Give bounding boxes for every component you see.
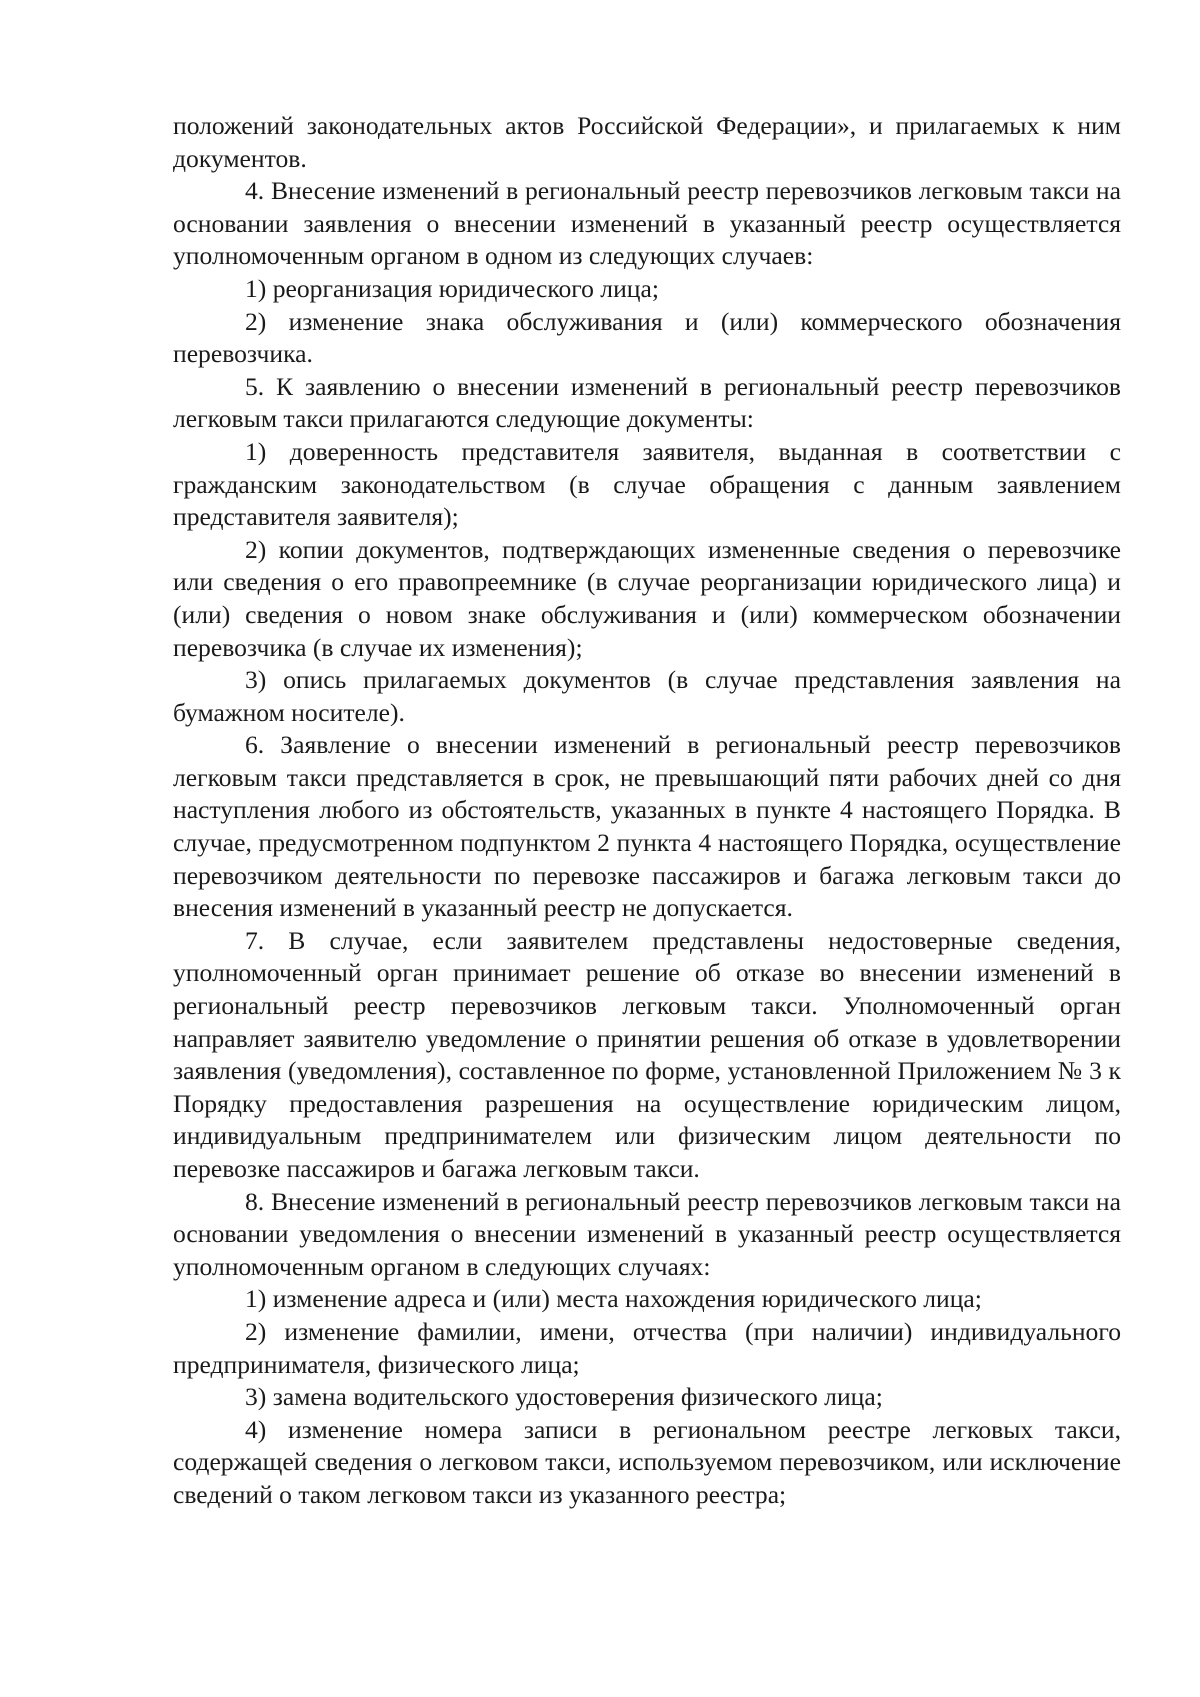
document-body bbox=[173, 110, 1121, 1512]
paragraph-item-7: 7. В случае, если заявителем представлены недостоверные сведения, уполномоченный орган принимает решение об отказе во внесении изменений в региональный реестр перевозчиков легковым такси. Уполномоченный орган направляет заявителю уведомление о принятии решения об отказе в удовлетворении заявления (уведомления), составленное по форме, установленной Приложением № 3 к Порядку предоставления разрешения на осуществление юридическим лицом, индивидуальным предпринимателем или физическим лицом деятельности по перевозке пассажиров и багажа легковым такси. bbox=[173, 925, 1121, 1183]
paragraph-item-8-2: 2) изменение фамилии, имени, отчества (при наличии) индивидуального предпринимателя, физического лица; bbox=[173, 1316, 1121, 1379]
paragraph-item-4-2: 2) изменение знака обслуживания и (или) коммерческого обозначения перевозчика. bbox=[173, 306, 1121, 369]
paragraph-item-8-3: 3) замена водительского удостоверения физического лица; bbox=[245, 1382, 883, 1412]
paragraph-continuation: положений законодательных актов Российской Федерации», и прилагаемых к ним документов. bbox=[173, 111, 1121, 173]
paragraph-item-8-4: 4) изменение номера записи в региональном реестре легковых такси, содержащей сведения о легковом такси, используемом перевозчиком, или исключение сведений о таком легковом такси из указанного реестра; bbox=[173, 1414, 1121, 1509]
paragraph-item-5-1: 1) доверенность представителя заявителя, выданная в соответствии с гражданским законодательством (в случае обращения с данным заявлением представителя заявителя); bbox=[173, 436, 1121, 532]
paragraph-item-6: 6. Заявление о внесении изменений в региональный реестр перевозчиков легковым такси представляется в срок, не превышающий пяти рабочих дней со дня наступления любого из обстоятельств, указанных в пункте 4 настоящего Порядка. В случае, предусмотренном подпунктом 2 пункта 4 настоящего Порядка, осуществление перевозчиком деятельности по перевозке пассажиров и багажа легковым такси до внесения изменений в указанный реестр не допускается. bbox=[173, 730, 1121, 923]
paragraph-item-4-1: 1) реорганизация юридического лица; bbox=[245, 273, 659, 303]
paragraph-item-5-2: 2) копии документов, подтверждающих измененные сведения о перевозчике или сведения о его правопреемнике (в случае реорганизации юридического лица) и (или) сведения о новом знаке обслуживания и (или) коммерческом обозначении перевозчика (в случае их изменения); bbox=[173, 534, 1121, 662]
paragraph-item-5-3: 3) опись прилагаемых документов (в случае представления заявления на бумажном носителе). bbox=[173, 665, 1121, 727]
paragraph-item-8: 8. Внесение изменений в региональный реестр перевозчиков легковым такси на основании уведомления о внесении изменений в указанный реестр осуществляется уполномоченным органом в следующих случаях: bbox=[173, 1186, 1121, 1281]
paragraph-item-5: 5. К заявлению о внесении изменений в региональный реестр перевозчиков легковым такси прилагаются следующие документы: bbox=[173, 371, 1121, 434]
paragraph-item-4: 4. Внесение изменений в региональный реестр перевозчиков легковым такси на основании заявления о внесении изменений в указанный реестр осуществляется уполномоченным органом в одном из следующих случаев: bbox=[173, 176, 1121, 271]
paragraph-item-8-1: 1) изменение адреса и (или) места нахождения юридического лица; bbox=[245, 1284, 982, 1314]
